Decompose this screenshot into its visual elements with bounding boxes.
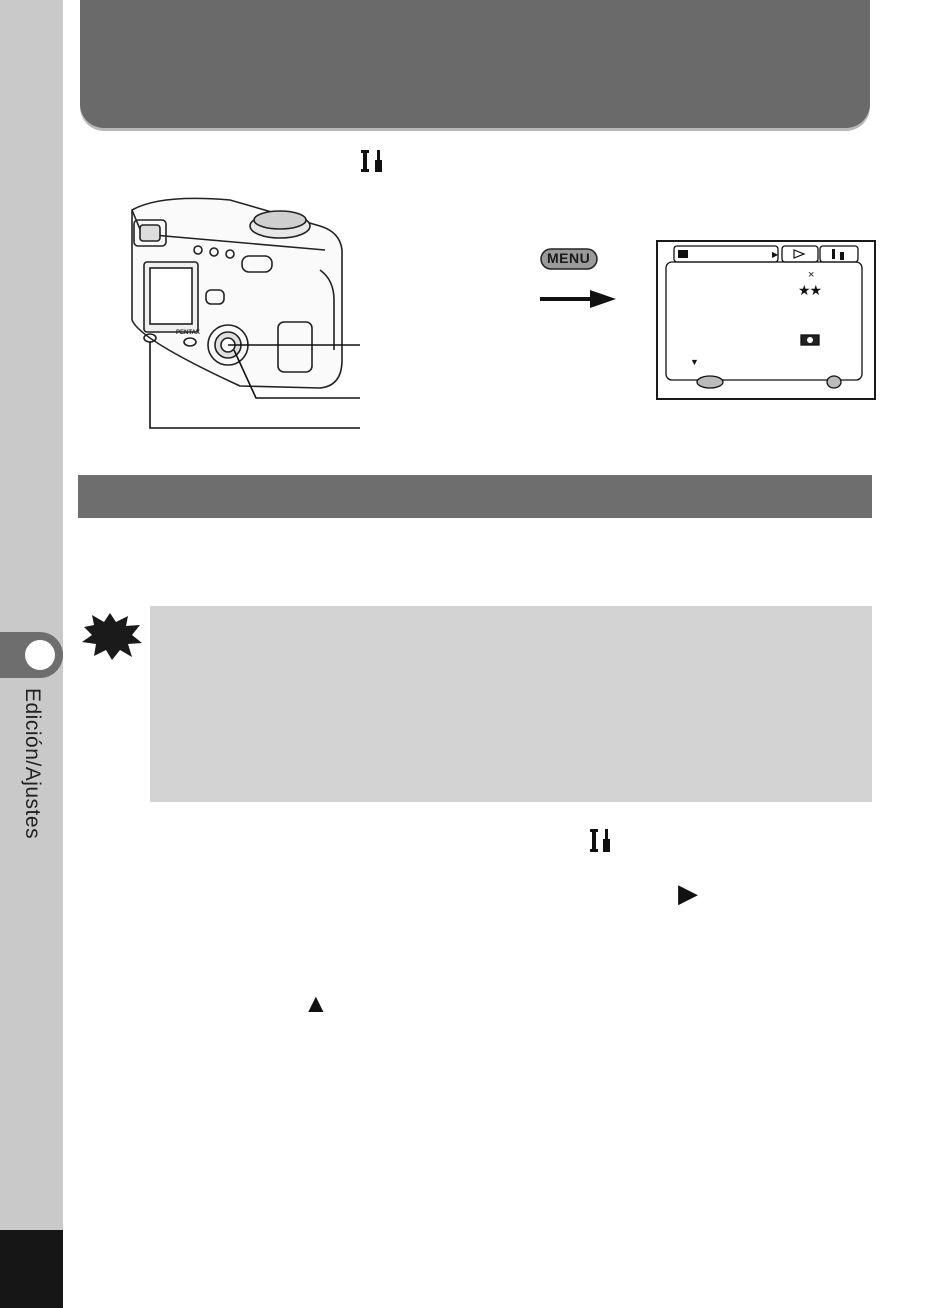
right-triangle-icon: ▶ xyxy=(678,878,698,908)
lcd-down-arrow: ▼ xyxy=(690,357,699,367)
setup-wrench-icon xyxy=(358,148,388,174)
memo-burst-icon xyxy=(82,613,144,661)
lcd-x-mark: × xyxy=(808,269,815,281)
page-header-band xyxy=(80,0,870,128)
chapter-number-dot xyxy=(25,640,55,670)
svg-text:PENTAX: PENTAX xyxy=(176,330,200,336)
lcd-quality-stars: ★★ xyxy=(798,282,822,298)
setup-wrench-icon xyxy=(588,828,614,854)
chapter-label: Edición/Ajustes xyxy=(21,688,44,840)
camera-illustration xyxy=(120,190,360,440)
lcd-tab-arrow: ▶ xyxy=(772,250,779,259)
right-arrow-icon xyxy=(540,290,616,308)
lcd-screen-content xyxy=(658,242,872,396)
side-tab-footer xyxy=(0,1230,63,1308)
menu-button-label: MENU xyxy=(547,250,591,266)
section-heading-bar xyxy=(78,475,872,518)
memo-box xyxy=(150,606,872,802)
up-triangle-icon: ▲ xyxy=(303,988,329,1018)
